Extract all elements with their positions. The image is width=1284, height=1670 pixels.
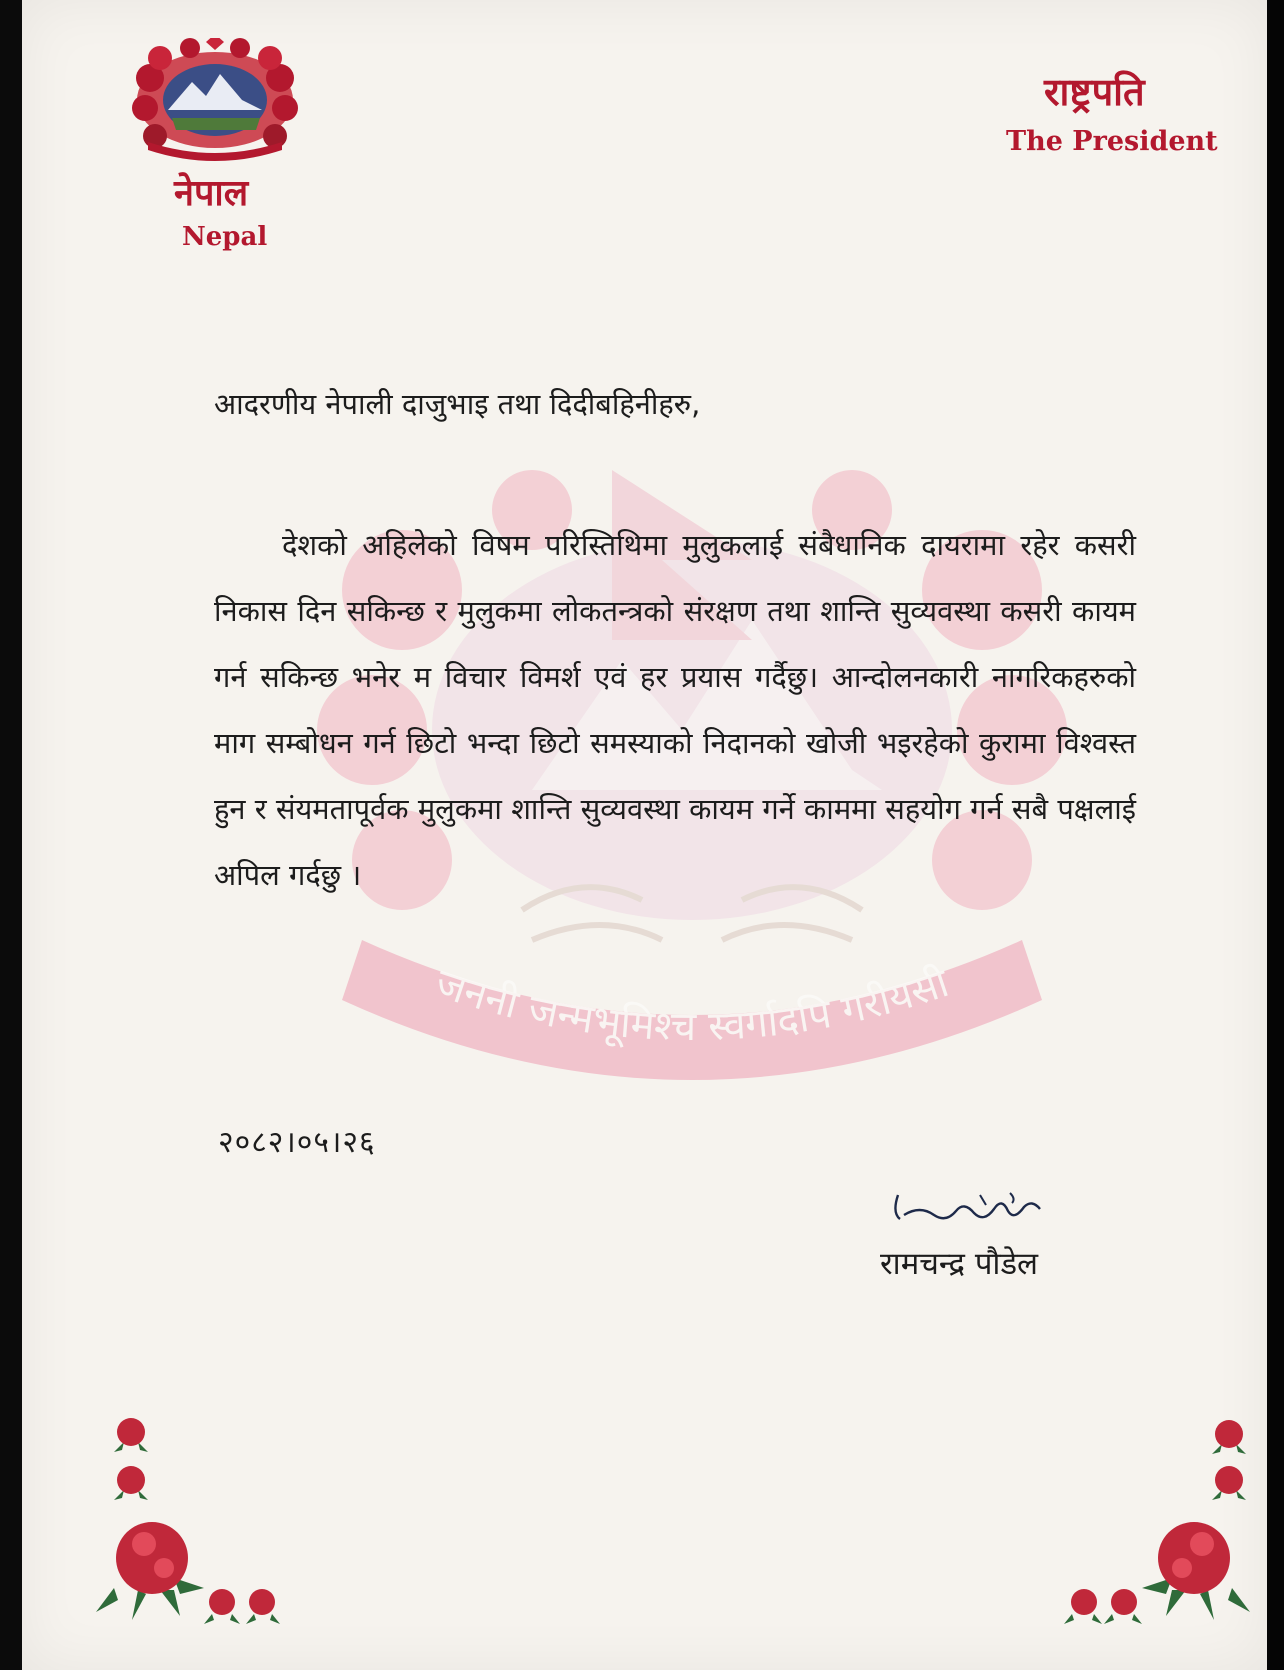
left-margin-border xyxy=(0,0,22,1670)
country-name-english: Nepal xyxy=(182,222,268,252)
rhododendron-decoration-icon xyxy=(94,1418,294,1628)
office-title-english: The President xyxy=(1006,126,1218,157)
letter-date: २०८२।०५।२६ xyxy=(218,1125,376,1160)
signer-name: रामचन्द्र पौडेल xyxy=(880,1246,1039,1282)
right-margin-border xyxy=(1267,0,1284,1670)
watermark-motto: जननी जन्मभूमिश्च स्वर्गादपि गरीयसी xyxy=(429,960,955,1051)
nepal-emblem-icon xyxy=(120,38,310,168)
office-title-nepali: राष्ट्रपति xyxy=(1044,70,1145,114)
letter-paper xyxy=(22,0,1267,1670)
salutation: आदरणीय नेपाली दाजुभाइ तथा दिदीबहिनीहरु, xyxy=(214,387,701,421)
country-name-nepali: नेपाल xyxy=(174,173,249,214)
rhododendron-decoration-icon-right xyxy=(1042,1418,1262,1628)
letter-body: देशको अहिलेको विषम परिस्तिथिमा मुलुकलाई संबैधानिक दायरामा रहेर कसरी निकास दिन सकिन्छ र मुलुकमा लोकतन्त्रको संरक्षण तथा शान्ति सुव्यवस्था कसरी कायम गर्न सकिन्छ भनेर म विचार विमर्श एवं हर प्रयास गर्दैछु। आन्दोलनकारी नागरिकहरुको माग सम्बोधन गर्न छिटो भन्दा छिटो समस्याको निदानको खोजी भइरहेको कुरामा विश्वस्त हुन र संयमतापूर्वक मुलुकमा शान्ति सुव्यवस्था कायम गर्ने काममा सहयोग गर्न सबै पक्षलाई अपिल गर्दछु । xyxy=(214,528,1136,892)
handwritten-signature xyxy=(890,1185,1050,1235)
